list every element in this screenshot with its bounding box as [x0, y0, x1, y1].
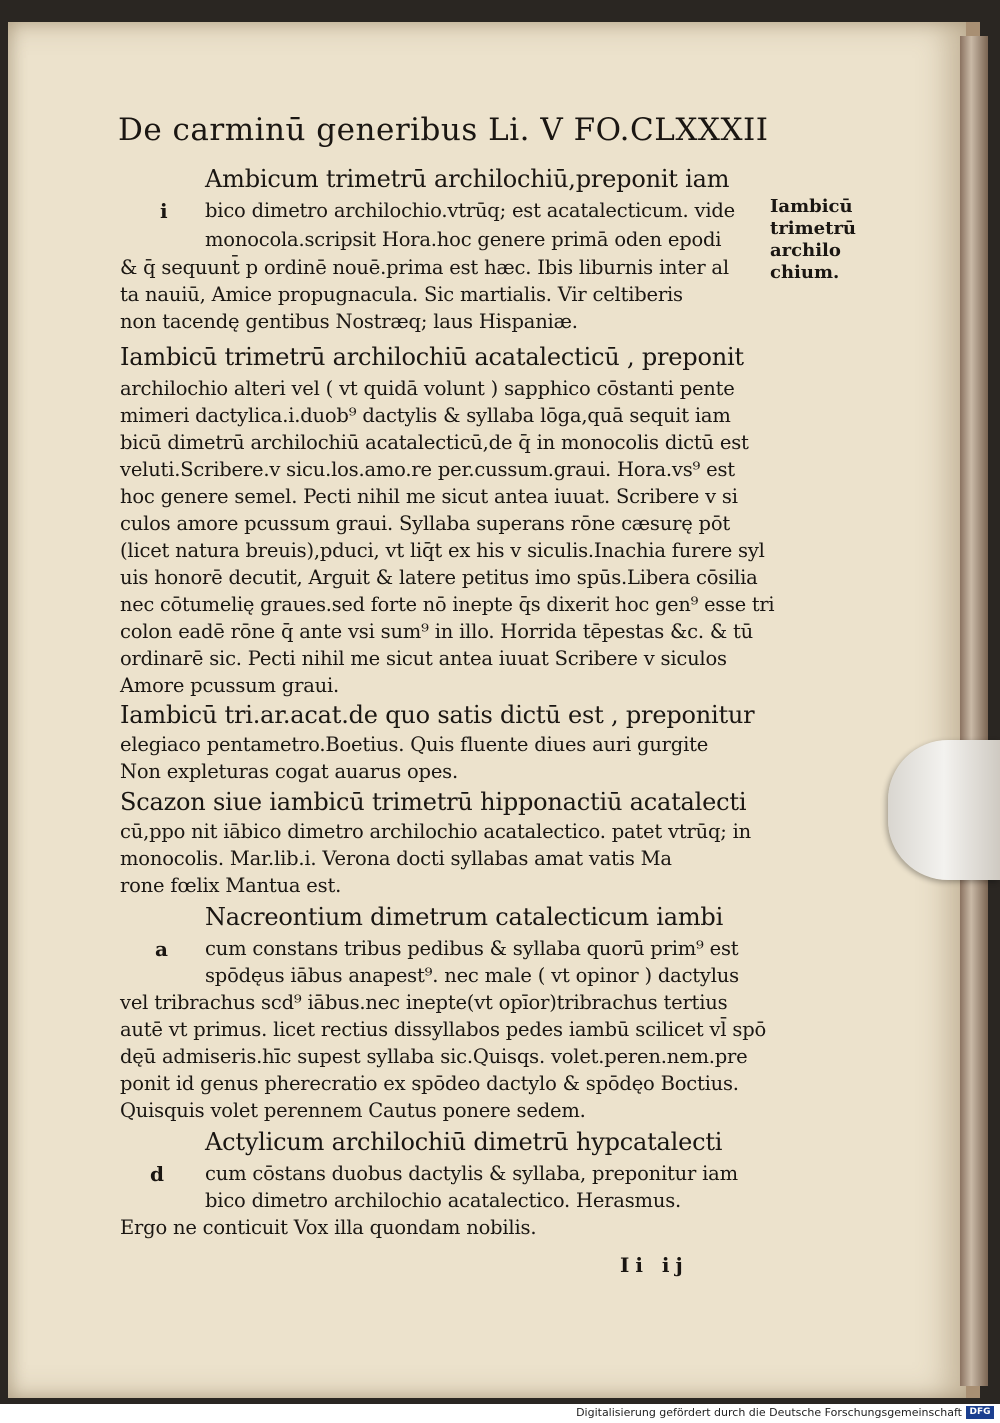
margin-note — [770, 196, 856, 284]
text-line: (licet natura breuis),pduci, vt liq̄t ex his v siculis.Inachia furere syl — [120, 539, 765, 562]
text-line: elegiaco pentametro.Boetius. Quis fluente diues auri gurgite — [120, 733, 709, 756]
text-line: hoc genere semel. Pecti nihil me sicut antea iuuat. Scribere v si — [120, 485, 738, 508]
text-line: culos amore pcussum graui. Syllaba superans rōne cæsurę pōt — [120, 512, 731, 535]
funding-note: Digitalisierung gefördert durch die Deutsche Forschungsgemeinschaft — [576, 1406, 962, 1419]
text-line: bico dimetro archilochio acatalectico. Herasmus. — [205, 1189, 681, 1212]
text-line: monocola.scripsit Hora.hoc genere primā oden epodi — [205, 228, 722, 251]
text-line: spōdęus iābus anapest⁹. nec male ( vt opinor ) dactylus — [205, 964, 739, 987]
text-line: vel tribrachus scd⁹ iābus.nec inepte(vt opīor)tribrachus tertius — [120, 991, 728, 1014]
guide-letter: a — [155, 937, 168, 961]
text-line: Nacreontium dimetrum catalecticum iambi — [205, 903, 724, 931]
page-clip — [888, 740, 1000, 880]
text-line: Iambicū tri.ar.acat.de quo satis dictū est , preponitur — [120, 701, 755, 729]
text-line: Ergo ne conticuit Vox illa quondam nobilis. — [120, 1216, 537, 1239]
text-line: Scazon siue iambicū trimetrū hipponactiū acatalecti — [120, 788, 747, 816]
text-line: ordinarē sic. Pecti nihil me sicut antea iuuat Scribere v siculos — [120, 647, 727, 670]
text-line: Amore pcussum graui. — [120, 674, 340, 697]
text-line: & q̄ sequunt̄ p ordinē nouē.prima est hæc. Ibis liburnis inter al — [120, 256, 729, 279]
text-line: cum cōstans duobus dactylis & syllaba, preponitur iam — [205, 1162, 738, 1185]
guide-letter: i — [160, 199, 168, 223]
margin-note-line: chium. — [770, 262, 840, 283]
text-line: ponit id genus pherecratio ex spōdeo dactylo & spōdęo Boctius. — [120, 1072, 739, 1095]
text-line: archilochio alteri vel ( vt quidā volunt ) sapphico cōstanti pente — [120, 377, 735, 400]
text-line: monocolis. Mar.lib.i. Verona docti syllabas amat vatis Ma — [120, 847, 672, 870]
text-line: mimeri dactylica.i.duob⁹ dactylis & syllaba lōga,quā sequit iam — [120, 404, 731, 427]
text-line: non tacendę gentibus Nostræq; laus Hispaniæ. — [120, 310, 578, 333]
text-line: colon eadē rōne q̄ ante vsi sum⁹ in illo. Horrida tēpestas &c. & tū — [120, 620, 754, 643]
guide-letter: d — [150, 1162, 164, 1186]
text-line: Iambicū trimetrū archilochiū acatalecticū , preponit — [120, 343, 744, 371]
text-line: cū,ppo nit iābico dimetro archilochio acatalectico. patet vtrūq; in — [120, 820, 752, 843]
running-header: De carminū generibus Li. V FO.CLXXXII — [118, 112, 769, 148]
signature-mark: Ii ij — [620, 1253, 689, 1277]
text-line: Ambicum trimetrū archilochiū,preponit iam — [205, 165, 730, 193]
page-edge — [960, 36, 988, 1386]
margin-note-line: trimetrū — [770, 218, 857, 239]
text-line: dęū admiseris.hīc supest syllaba sic.Quisqs. volet.peren.nem.pre — [120, 1045, 748, 1068]
text-line: uis honorē decutit, Arguit & latere petitus imo spūs.Libera cōsilia — [120, 566, 758, 589]
text-line: Non expleturas cogat auarus opes. — [120, 760, 458, 783]
text-line: Quisquis volet perennem Cautus ponere sedem. — [120, 1099, 586, 1122]
text-line: cum constans tribus pedibus & syllaba quorū prim⁹ est — [205, 937, 739, 960]
margin-note-line: archilo — [770, 240, 841, 261]
text-line: Actylicum archilochiū dimetrū hypcatalecti — [205, 1128, 723, 1156]
dfg-logo: DFG — [966, 1406, 994, 1419]
text-line: bicū dimetrū archilochiū acatalecticū,de q̄ in monocolis dictū est — [120, 431, 749, 454]
text-line: nec cōtumelię graues.sed forte nō inepte q̄s dixerit hoc gen⁹ esse tri — [120, 593, 775, 616]
text-line: ta nauiū, Amice propugnacula. Sic martialis. Vir celtiberis — [120, 283, 683, 306]
margin-note-line: Iambicū — [770, 196, 853, 217]
text-line: veluti.Scribere.v sicu.los.amo.re per.cussum.graui. Hora.vs⁹ est — [120, 458, 735, 481]
text-line: bico dimetro archilochio.vtrūq; est acatalecticum. vide — [205, 199, 735, 222]
text-line: autē vt primus. licet rectius dissyllabos pedes iambū scilicet vl̄ spō — [120, 1018, 767, 1041]
text-line: rone fœlix Mantua est. — [120, 874, 342, 897]
